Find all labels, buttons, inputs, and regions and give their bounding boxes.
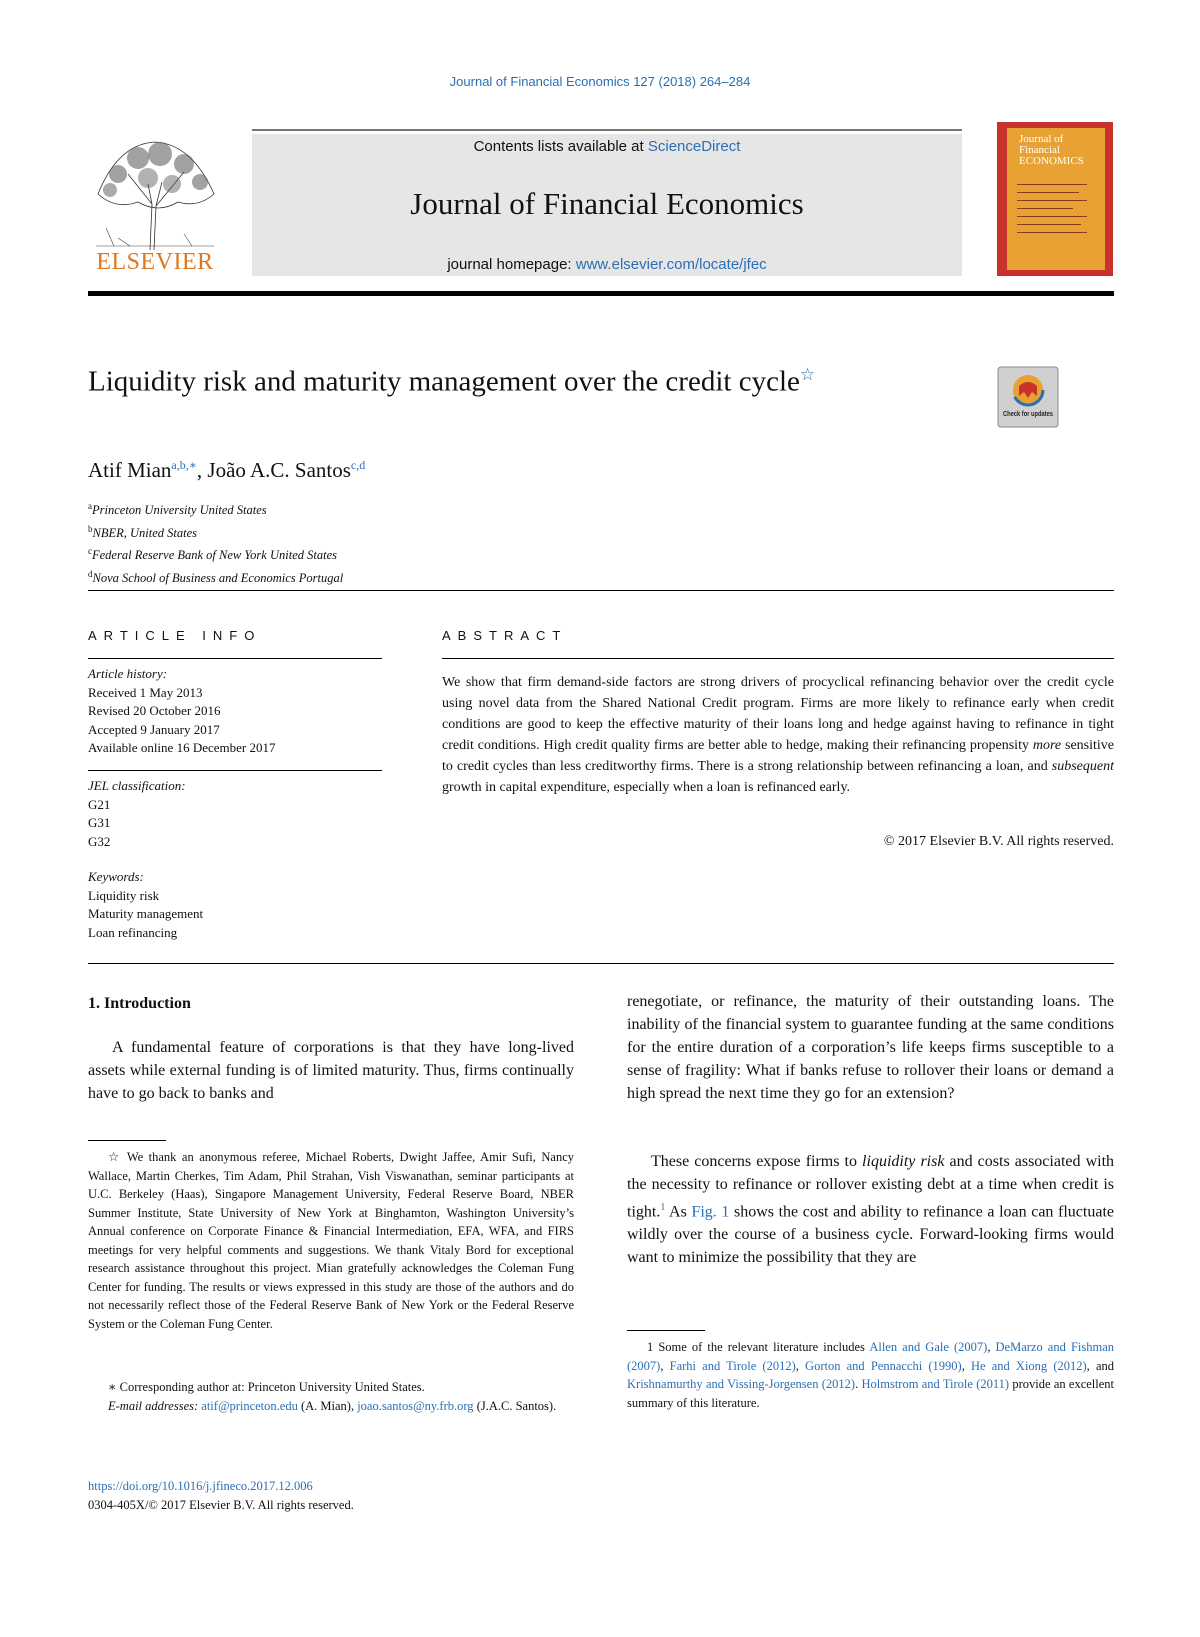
footnote-acknowledgements — [88, 1148, 574, 1333]
reference-link[interactable]: Allen and Gale (2007) — [869, 1340, 988, 1354]
cover-line — [1017, 200, 1087, 201]
jel-code: G21 — [88, 796, 111, 812]
journal-header-band — [252, 134, 962, 276]
footnote-emails — [88, 1397, 574, 1416]
doi-block — [88, 1477, 354, 1515]
affiliation-mark: b — [88, 523, 93, 534]
figure-ref-link[interactable]: Fig. 1 — [691, 1203, 730, 1221]
affiliation-item — [88, 542, 343, 565]
footnote-rule — [627, 1330, 705, 1331]
rights-line: 0304-405X/© 2017 Elsevier B.V. All rights reserved. — [88, 1498, 354, 1512]
cover-line — [1017, 192, 1079, 193]
email-link[interactable]: atif@princeton.edu — [201, 1399, 298, 1413]
affiliation-text: Princeton University United States — [92, 503, 267, 518]
jel-label: JEL classification: — [88, 778, 186, 793]
abstract-emphasis: more — [1032, 738, 1062, 753]
email-label: E-mail addresses: — [108, 1399, 199, 1413]
sciencedirect-link[interactable]: ScienceDirect — [647, 138, 741, 155]
body-emphasis: liquidity risk — [862, 1153, 945, 1170]
info-divider — [88, 658, 382, 659]
body-text-part: These concerns expose firms to — [651, 1153, 863, 1170]
footnote-mark: 1 — [647, 1340, 654, 1354]
homepage-link[interactable]: www.elsevier.com/locate/jfec — [575, 256, 767, 273]
author-line — [88, 458, 365, 483]
footnote-sep: , — [660, 1358, 670, 1373]
affiliation-text: NBER, United States — [92, 525, 197, 540]
cover-line — [1017, 184, 1087, 185]
abstract-part: We show that firm demand-side factors are strong drivers of procyclical refinancing behavior over the credit cycle using novel data from the Shared National Credit program. Firms are more likely to refinance early when credit conditions are good to keep the effective maturity of their loans long and hedge against having to refinance in tight credit conditions. High credit quality firms are better able to hedge, making their refinancing propensity — [442, 675, 1114, 753]
footnote-1 — [627, 1338, 1114, 1412]
keyword: Loan refinancing — [88, 924, 178, 940]
cover-line — [1017, 232, 1087, 233]
footnote-sep: , and — [1086, 1358, 1115, 1373]
article-history — [88, 665, 275, 758]
footnote-mark: ∗ — [108, 1380, 117, 1394]
elsevier-wordmark: ELSEVIER — [96, 249, 214, 275]
homepage-prefix: journal homepage: — [447, 256, 576, 273]
footnote-rule — [88, 1140, 166, 1141]
affiliation-text: Nova School of Business and Economics Portugal — [92, 571, 344, 586]
footnote-ref[interactable]: 1 — [660, 1202, 666, 1213]
journal-citation[interactable]: Journal of Financial Economics 127 (2018) 264–284 — [449, 74, 751, 89]
cover-line — [1017, 224, 1081, 225]
abstract-part: sensitive to credit cycles than less creditworthy firms. There is a strong relationship between refinancing a loan, and — [442, 738, 1114, 774]
reference-link[interactable]: Farhi and Tirole (2012) — [669, 1358, 796, 1373]
affiliation-mark: c — [88, 546, 92, 557]
contents-prefix: Contents lists available at — [473, 138, 648, 155]
keywords — [88, 868, 203, 942]
author-affiliation-marks[interactable]: a,b,∗ — [171, 458, 197, 472]
footnote-sep: , — [987, 1340, 996, 1354]
reference-link[interactable]: Gorton and Pennacchi (1990) — [805, 1358, 962, 1373]
footnote-corresponding-author — [88, 1378, 574, 1397]
email-owner: (A. Mian), — [297, 1399, 358, 1413]
abstract-copyright: © 2017 Elsevier B.V. All rights reserved. — [883, 834, 1114, 849]
abstract-text — [442, 672, 1114, 798]
keyword: Maturity management — [88, 906, 204, 921]
body-paragraph: A fundamental feature of corporations is that they have long-lived assets while external funding is of limited maturity. Thus, firms continually have to go back to banks and — [88, 1039, 574, 1102]
footnote-text: provide an excellent summary of this literature. — [627, 1377, 1115, 1410]
keywords-label: Keywords: — [88, 869, 144, 884]
header-rule — [252, 129, 962, 131]
affiliation-mark: d — [88, 568, 93, 579]
contents-line — [252, 138, 962, 155]
history-item: Received 1 May 2013 — [88, 684, 203, 700]
reference-link[interactable]: DeMarzo and Fishman (2007) — [627, 1340, 1115, 1373]
check-for-updates-icon[interactable] — [997, 366, 1059, 428]
section-divider — [88, 963, 1114, 964]
cover-line — [1017, 208, 1073, 209]
check-updates-label: Check for updates — [1003, 411, 1054, 418]
body-text-part: and costs associated with the necessity to refinance or rollover existing debt at a time when credit is tight. — [627, 1153, 1115, 1221]
homepage-line — [252, 256, 962, 273]
article-title-text: Liquidity risk and maturity management over the credit cycle — [88, 365, 800, 398]
jel-code: G32 — [88, 833, 111, 849]
affiliation-list — [88, 497, 343, 588]
email-owner: (J.A.C. Santos). — [473, 1399, 557, 1413]
keyword: Liquidity risk — [88, 887, 160, 903]
history-item: Available online 16 December 2017 — [88, 740, 276, 755]
article-title — [88, 356, 908, 401]
affiliation-mark: a — [88, 501, 92, 511]
journal-title: Journal of Financial Economics — [410, 186, 804, 221]
elsevier-logo — [88, 134, 222, 276]
footnote-text: Corresponding author at: Princeton University United States. — [116, 1380, 425, 1394]
header-thick-rule — [88, 291, 1114, 296]
reference-link[interactable]: He and Xiong (2012) — [970, 1358, 1087, 1373]
affiliation-item — [88, 565, 343, 588]
footnote-text: Some of the relevant literature includes — [653, 1340, 870, 1354]
cover-line — [1017, 216, 1087, 217]
abstract-emphasis: subsequent — [1051, 759, 1114, 774]
body-text-part: As — [665, 1203, 692, 1221]
body-paragraph: renegotiate, or refinance, the maturity of their outstanding loans. The inability of the financial system to guarantee funding at the same conditions for the entire duration of a corporation’s life keeps firms susceptible to a sense of fragility: What if banks refuse to rollover their loans or demand a high spread the next time they go for an extension? — [627, 993, 1114, 1102]
jel-classification — [88, 777, 186, 851]
doi-link[interactable]: https://doi.org/10.1016/j.jfineco.2017.12.006 — [88, 1479, 313, 1493]
footnote-sep: , — [795, 1358, 806, 1373]
info-divider — [88, 770, 382, 771]
section-heading-introduction: 1. Introduction — [88, 995, 191, 1012]
body-paragraph — [627, 1150, 1114, 1269]
article-info-heading: ARTICLE INFO — [88, 628, 262, 643]
affiliation-text: Federal Reserve Bank of New York United States — [92, 548, 337, 563]
reference-link[interactable]: Krishnamurthy and Vissing-Jorgensen (2012) — [627, 1377, 856, 1391]
history-label: Article history: — [88, 666, 168, 681]
abstract-heading: ABSTRACT — [442, 628, 568, 643]
journal-cover-thumbnail — [997, 122, 1113, 276]
title-footnote-mark[interactable]: ☆ — [799, 365, 816, 384]
footnote-sep: , — [961, 1358, 971, 1373]
affiliation-item — [88, 520, 343, 543]
footnote-text: We thank an anonymous referee, Michael Roberts, Dwight Jaffee, Amir Sufi, Nancy Wallace, Martin Cherkes, Tim Adam, Phil Strahan, Vish Viswanathan, seminar participants at U.C. Berkeley (Haas), Singapore Management University, Federal Reserve Board, NBER Summer Institute, State University of New York at Binghamton, Washington University’s Annual conference on Corporate Finance & Financial Intermediation, EFA, WFA, and FIRS meetings for very helpful comments and suggestions. We thank Vitaly Bord for exceptional research assistance throughout this project. Mian gratefully acknowledges the Coleman Fung Center for funding. The results or views expressed in this study are those of the authors and do not necessarily reflect those of the Federal Reserve Bank of New York or the Federal Reserve System or the Coleman Fung Center. — [88, 1150, 574, 1331]
abstract-part: growth in capital expenditure, especially when a loan is refinanced early. — [442, 780, 851, 795]
elsevier-tree-icon — [88, 134, 222, 252]
section-divider — [88, 590, 1114, 591]
footnote-sep: . — [855, 1377, 862, 1391]
author-name: João A.C. Santos — [207, 458, 351, 482]
journal-cover-title: Journal of Financial ECONOMICS — [1019, 133, 1084, 167]
footnote-mark: ☆ — [108, 1150, 122, 1164]
author-name: Atif Mian — [88, 458, 172, 482]
reference-link[interactable]: Holmstrom and Tirole (2011) — [861, 1377, 1010, 1391]
author-affiliation-marks[interactable]: c,d — [350, 458, 366, 472]
history-item: Accepted 9 January 2017 — [88, 721, 220, 737]
history-item: Revised 20 October 2016 — [88, 703, 221, 718]
author-separator: , — [196, 458, 208, 482]
abstract-divider — [442, 658, 1114, 659]
jel-code: G31 — [88, 815, 111, 830]
affiliation-item — [88, 497, 343, 520]
email-link[interactable]: joao.santos@ny.frb.org — [357, 1399, 474, 1413]
body-text-part: shows the cost and ability to refinance a loan can fluctuate wildly over the course of a business cycle. Forward-looking firms would want to minimize the possibility that they are — [627, 1203, 1114, 1267]
